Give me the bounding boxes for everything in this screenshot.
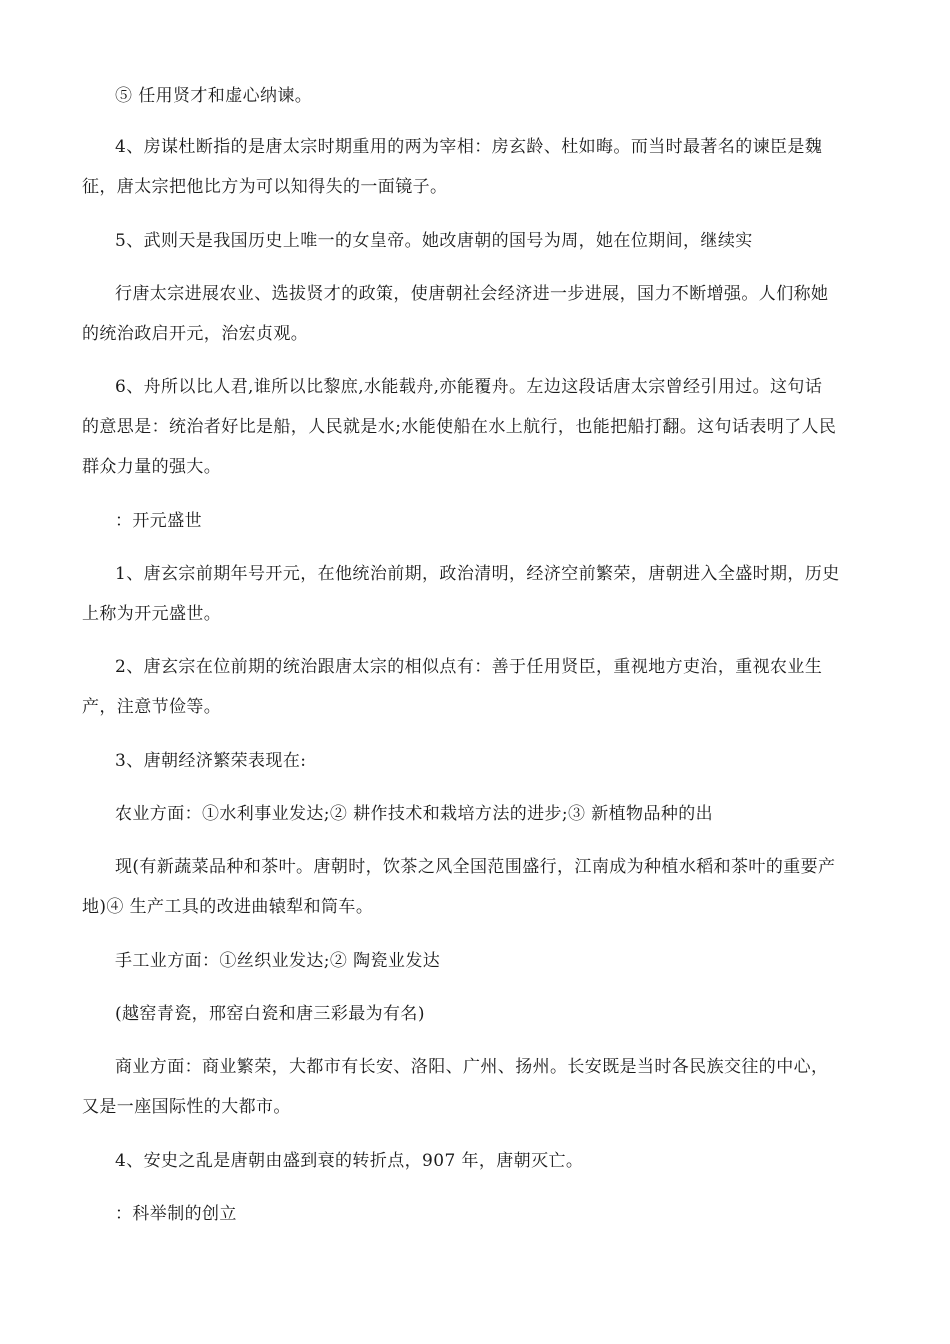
text-line: 4、房谋杜断指的是唐太宗时期重用的两为宰相：房玄龄、杜如晦。而当时最著名的谏臣是魏 [115,137,823,157]
text-line: ⑤ 任用贤才和虚心纳谏。 [115,86,313,106]
text-line: 群众力量的强大。 [82,457,222,477]
text-line: 商业方面：商业繁荣，大都市有长安、洛阳、广州、扬州。长安既是当时各民族交往的中心， [115,1057,829,1077]
section-heading: ：开元盛世 [115,511,202,531]
text-line: 农业方面：①水利事业发达;② 耕作技术和栽培方法的进步;③ 新植物品种的出 [115,804,714,824]
text-line: 1、唐玄宗前期年号开元，在他统治前期，政治清明，经济空前繁荣，唐朝进入全盛时期，历史 [115,564,840,584]
text-line: 又是一座国际性的大都市。 [82,1097,291,1117]
text-line: 产，注意节俭等。 [82,697,222,717]
text-line: (越窑青瓷，邢窑白瓷和唐三彩最为有名) [115,1004,425,1024]
text-line: 2、唐玄宗在位前期的统治跟唐太宗的相似点有：善于任用贤臣，重视地方吏治，重视农业生 [115,657,823,677]
text-line: 上称为开元盛世。 [82,604,222,624]
text-line: 行唐太宗进展农业、选拔贤才的政策，使唐朝社会经济进一步进展，国力不断增强。人们称她 [115,284,829,304]
text-line: 地)④ 生产工具的改进曲辕犁和筒车。 [82,897,374,917]
text-line: 手工业方面：①丝织业发达;② 陶瓷业发达 [115,951,441,971]
section-heading: ：科举制的创立 [115,1204,237,1224]
text-line: 6、舟所以比人君,谁所以比黎庶,水能载舟,亦能覆舟。左边这段话唐太宗曾经引用过。这句话 [115,377,823,397]
text-line: 4、安史之乱是唐朝由盛到衰的转折点，907 年，唐朝灭亡。 [115,1151,584,1171]
text-line: 的统治政启开元，治宏贞观。 [82,324,309,344]
text-line: 现(有新蔬菜品种和茶叶。唐朝时，饮茶之风全国范围盛行，江南成为种植水稻和茶叶的重要产 [115,857,836,877]
text-line: 的意思是：统治者好比是船，人民就是水;水能使船在水上航行，也能把船打翻。这句话表明了人民 [82,417,837,437]
text-line: 征，唐太宗把他比方为可以知得失的一面镜子。 [82,177,448,197]
text-line: 3、唐朝经济繁荣表现在: [115,751,307,771]
text-line: 5、武则天是我国历史上唯一的女皇帝。她改唐朝的国号为周，她在位期间，继续实 [115,231,753,251]
